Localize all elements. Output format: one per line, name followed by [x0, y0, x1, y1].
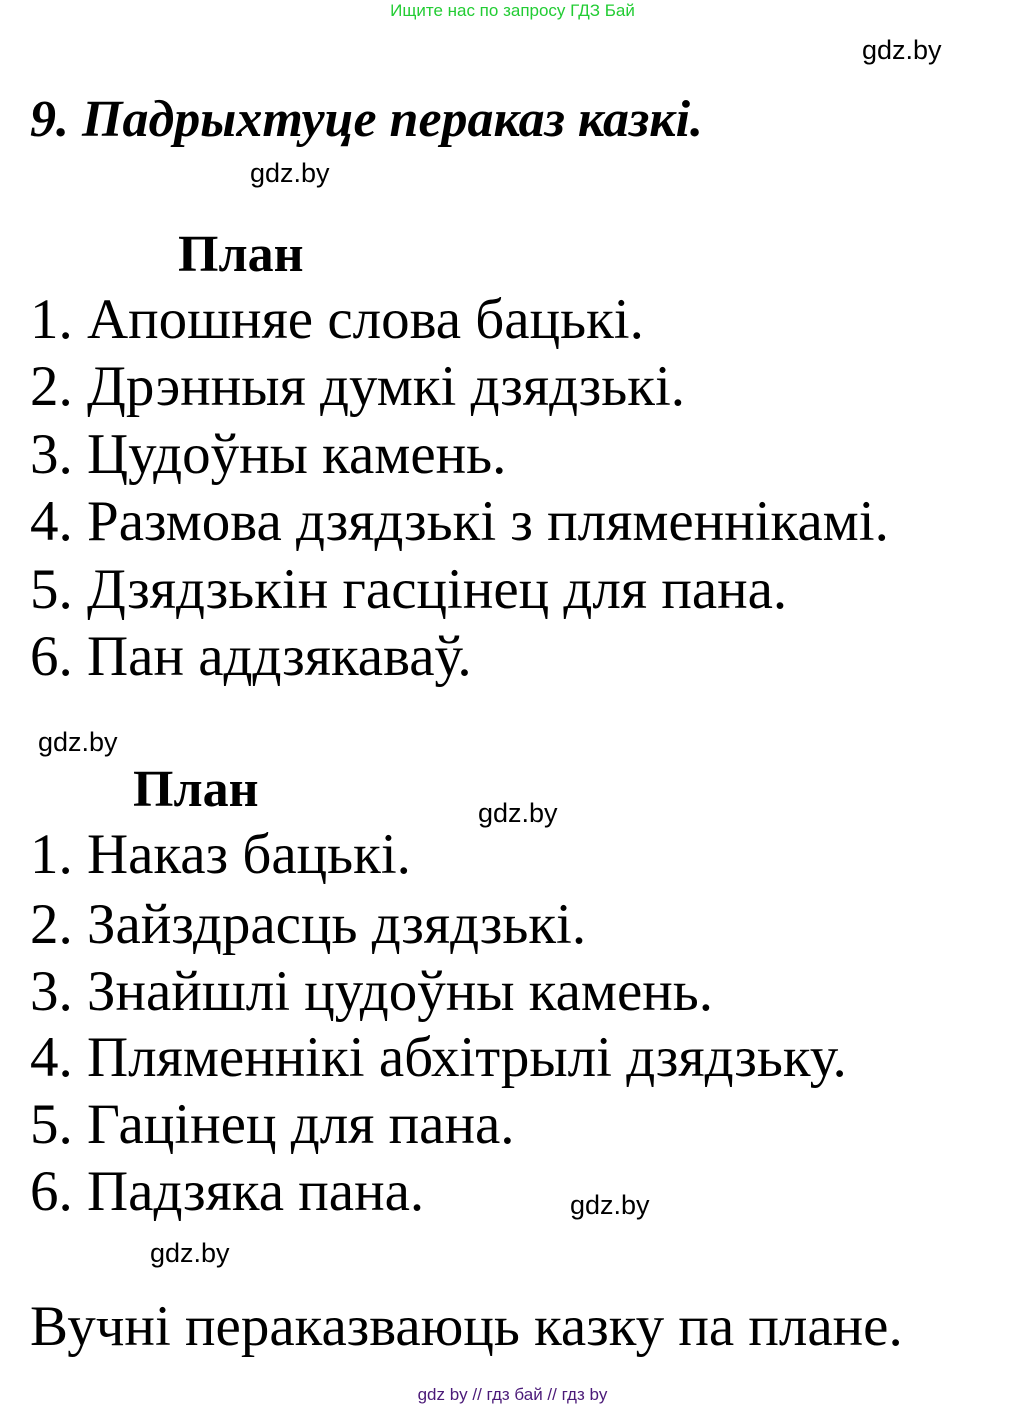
- search-banner[interactable]: Ищите нас по запросу ГДЗ Бай: [390, 1, 635, 20]
- plan2-item: 3. Знайшлі цудоўны камень.: [30, 960, 713, 1023]
- exercise-title: 9. Падрыхтуце пераказ казкі.: [30, 91, 704, 148]
- plan2-item: 5. Гацінец для пана.: [30, 1093, 515, 1156]
- watermark: gdz.by: [478, 798, 558, 828]
- plan1-item: 2. Дрэнныя думкі дзядзькі.: [30, 355, 686, 418]
- plan2-item: 1. Наказ бацькі.: [30, 823, 411, 886]
- plan1-item: 6. Пан аддзякаваў.: [30, 625, 472, 688]
- watermark: gdz.by: [250, 158, 330, 188]
- plan2-item: 2. Зайздрасць дзядзькі.: [30, 893, 587, 956]
- plan1-item: 4. Размова дзядзькі з пляменнікамі.: [30, 490, 889, 553]
- plan2-item: 6. Падзяка пана.: [30, 1160, 425, 1223]
- footer-links[interactable]: gdz by // гдз бай // гдз by: [417, 1385, 608, 1404]
- watermark: gdz.by: [570, 1190, 650, 1220]
- plan1-item: 1. Апошняе слова бацькі.: [30, 288, 644, 351]
- conclusion-text: Вучні пераказваюць казку па плане.: [30, 1295, 903, 1358]
- plan-heading-2: План: [133, 761, 259, 818]
- watermark: gdz.by: [862, 35, 942, 65]
- watermark: gdz.by: [38, 727, 118, 757]
- plan-heading-1: План: [178, 226, 304, 283]
- plan1-item: 3. Цудоўны камень.: [30, 423, 507, 486]
- plan1-item: 5. Дзядзькін гасцінец для пана.: [30, 558, 788, 621]
- plan2-item: 4. Пляменнікі абхітрылі дзядзьку.: [30, 1026, 847, 1089]
- watermark: gdz.by: [150, 1238, 230, 1268]
